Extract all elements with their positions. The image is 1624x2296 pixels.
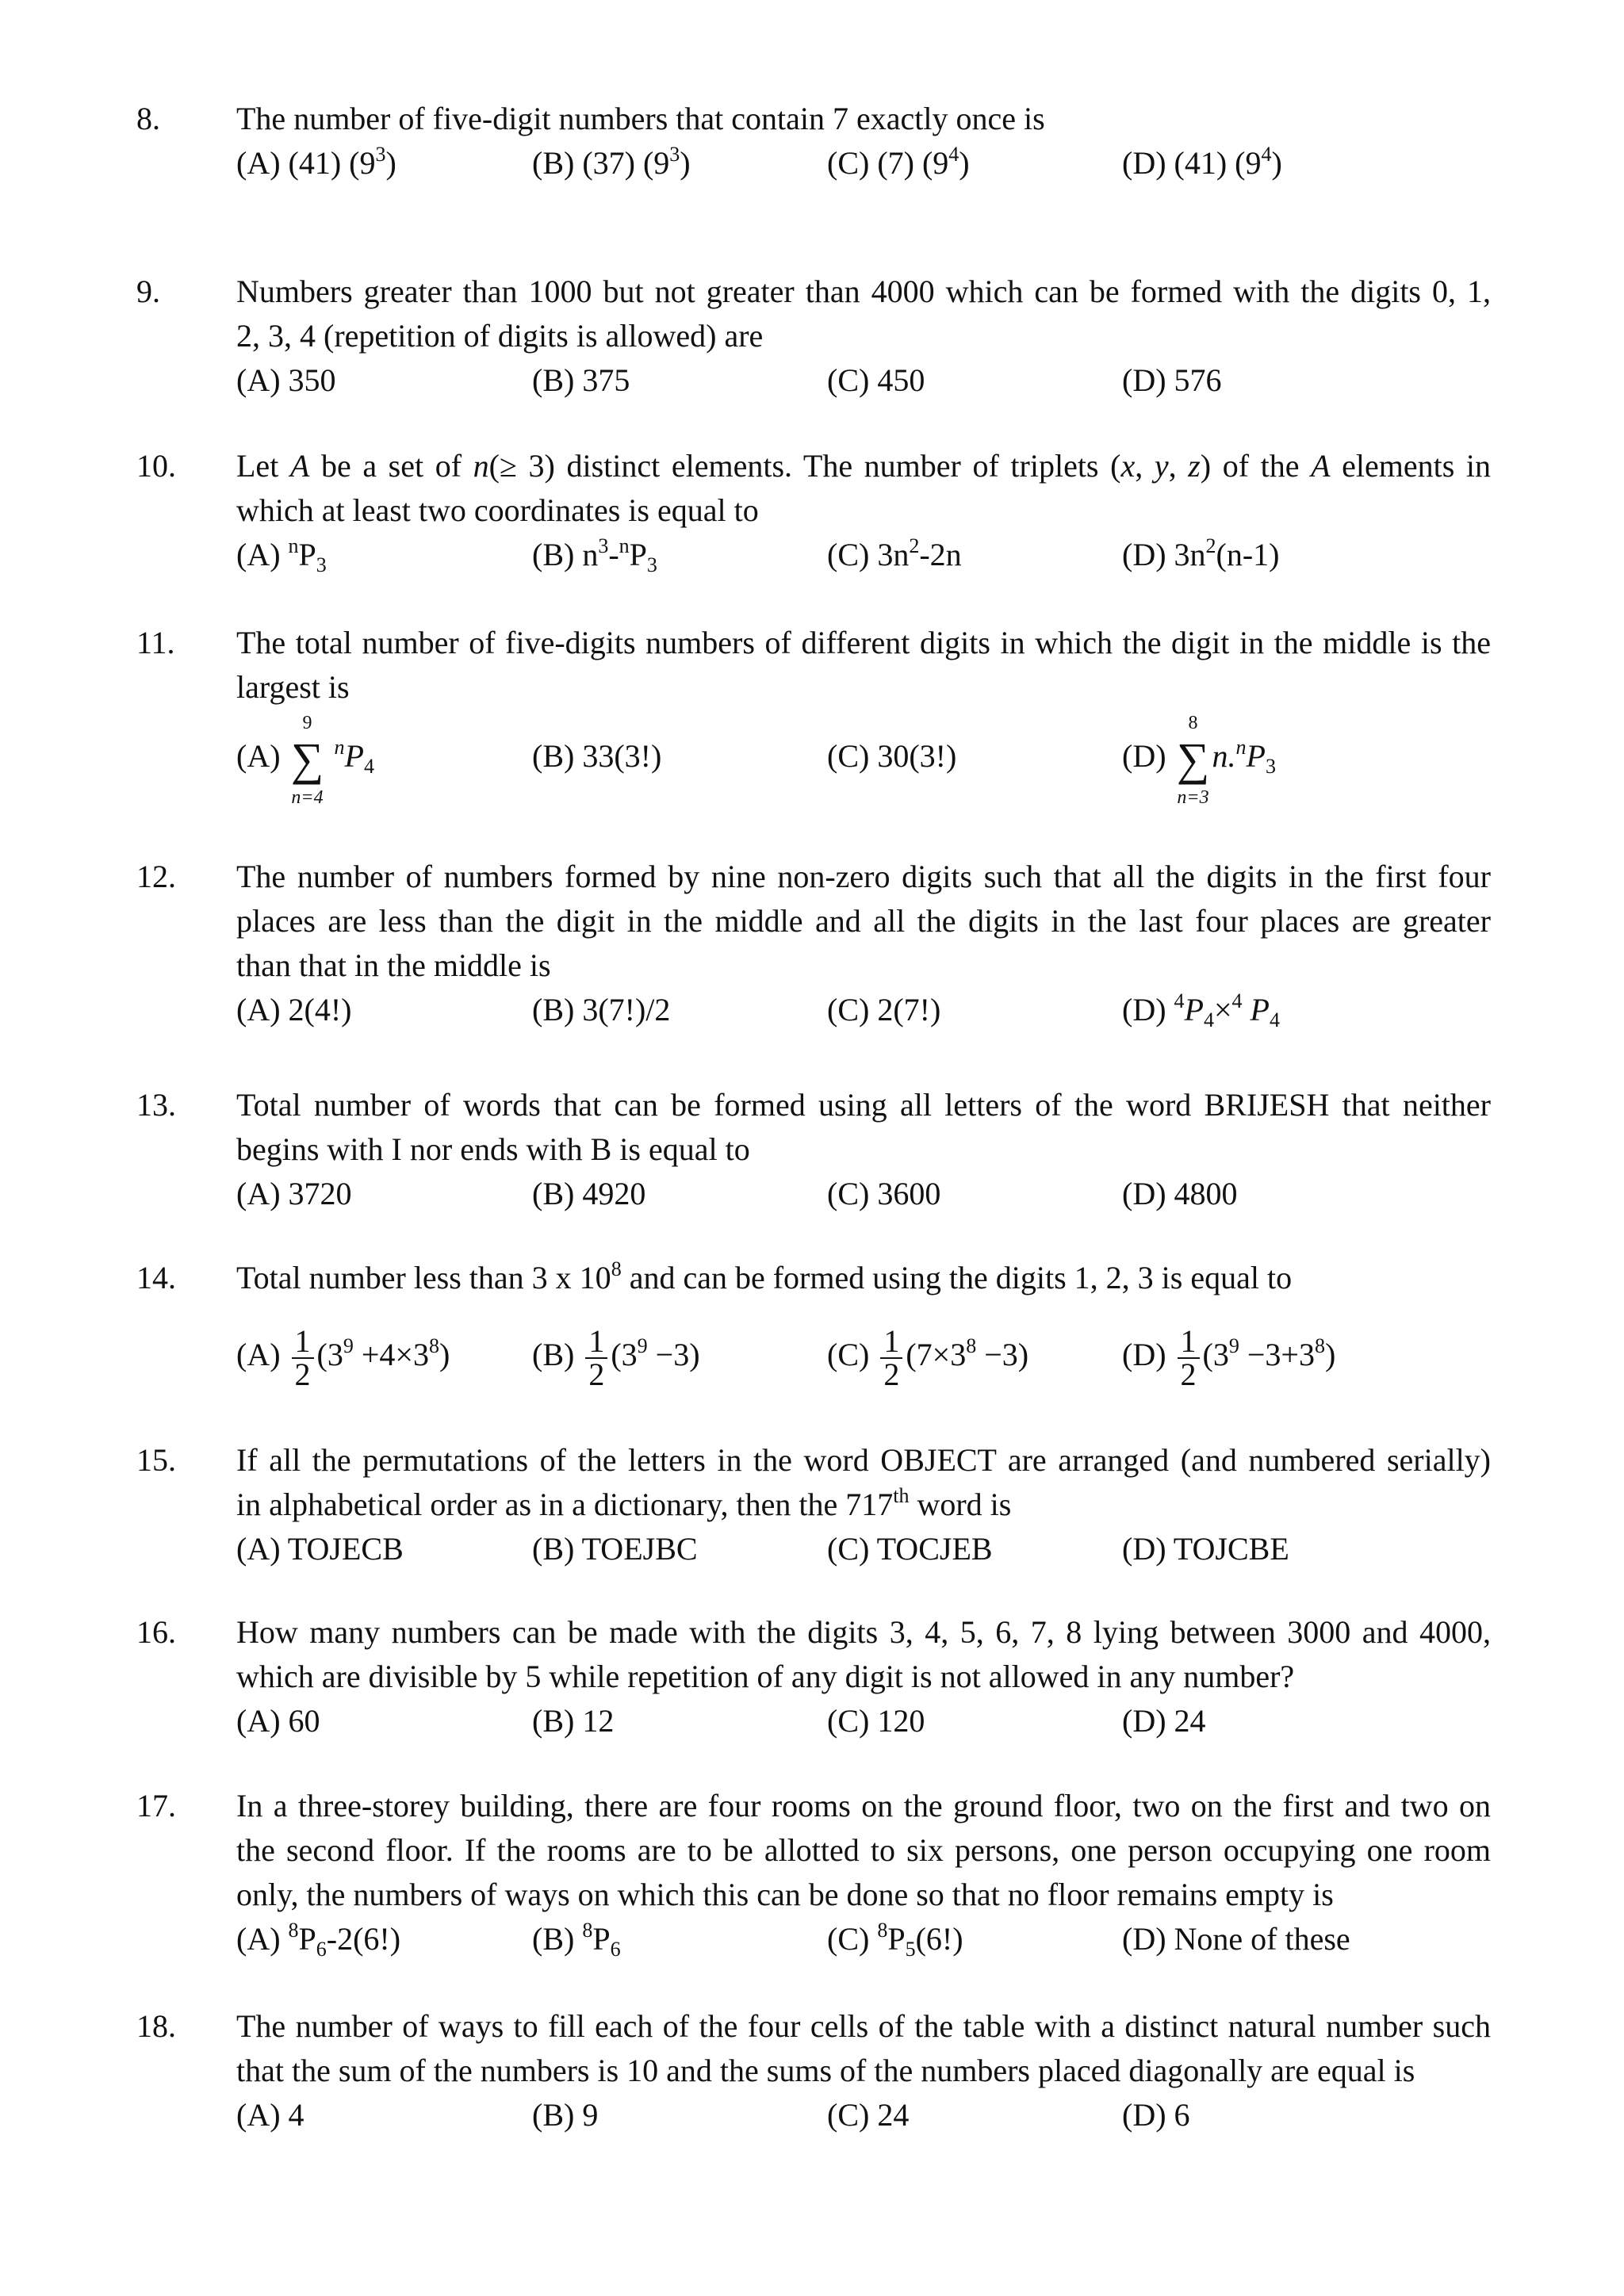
stem-line: Total number of words that can be formed using all letters of the word BRIJESH that neither bbox=[236, 1087, 1491, 1123]
stem-line: Total number less than 3 x $10^8$ and can be formed using the digits 1, 2, 3 is equal to bbox=[236, 1257, 1293, 1295]
question-number: 18. bbox=[136, 2008, 176, 2044]
stem-line: 2, 3, 4 (repetition of digits is allowed) are bbox=[236, 318, 764, 354]
question-stem bbox=[236, 270, 1491, 358]
option-b: (B) 3(7!)/2 bbox=[532, 992, 671, 1027]
option-b: (B) $n^3-^nP_3$ bbox=[532, 534, 657, 576]
question-number: 9. bbox=[136, 274, 160, 309]
question-stem bbox=[236, 444, 1491, 533]
option-c: (C) $^8P_5(6!)$ bbox=[827, 1919, 963, 1961]
option-a: (A) $^nP_3$ bbox=[236, 534, 327, 576]
option-d: (D) $\frac{1}{2}$ $(3^9 -3+3^8)$ bbox=[1122, 1323, 1336, 1392]
question-number: 14. bbox=[136, 1260, 176, 1295]
option-d: (D) 6 bbox=[1122, 2097, 1190, 2133]
stem-line: The number of ways to fill each of the four cells of the table with a distinct natural number such bbox=[236, 2008, 1491, 2044]
option-c: (C) 120 bbox=[827, 1703, 925, 1739]
option-c: (C) 24 bbox=[827, 2097, 910, 2133]
option-c: (C) 3600 bbox=[827, 1176, 941, 1211]
option-a: (A) 3720 bbox=[236, 1176, 352, 1211]
stem-line: which at least two coordinates is equal to bbox=[236, 492, 759, 528]
question-stem bbox=[236, 621, 1491, 710]
option-c: (C) 450 bbox=[827, 362, 925, 398]
option-c: (C) $3n^2-2n$ bbox=[827, 534, 962, 572]
question-number: 17. bbox=[136, 1788, 176, 1823]
option-c: (C) 2(7!) bbox=[827, 992, 941, 1027]
option-d: (D) 8 ∑ n=3 $n.^nP_3$ bbox=[1122, 712, 1276, 808]
stem-line: the second floor. If the rooms are to be allotted to six persons, one person occupying one room bbox=[236, 1832, 1491, 1868]
question-number: 12. bbox=[136, 859, 176, 894]
option-a: (A) $\frac{1}{2}$ $(3^9 +4\times 3^8)$ bbox=[236, 1323, 450, 1392]
option-b: (B) 9 bbox=[532, 2097, 599, 2133]
stem-line: in alphabetical order as in a dictionary, then the 717th word is bbox=[236, 1484, 1012, 1522]
option-a: (A) TOJECB bbox=[236, 1531, 404, 1567]
stem-line: The total number of five-digits numbers of different digits in which the digit in the middle is the bbox=[236, 625, 1491, 660]
question-number: 8. bbox=[136, 101, 160, 136]
question-stem bbox=[236, 1784, 1491, 1917]
question-number: 11. bbox=[136, 625, 175, 660]
stem-line: Numbers greater than 1000 but not greater than 4000 which can be formed with the digits 0, 1, bbox=[236, 274, 1491, 309]
stem-line: In a three-storey building, there are four rooms on the ground floor, two on the first and two on bbox=[236, 1788, 1491, 1823]
option-a: (A) 2(4!) bbox=[236, 992, 352, 1027]
question-stem bbox=[236, 1083, 1491, 1172]
stem-line: Let A be a set of n(≥ 3) distinct elements. The number of triplets (x, y, z) of the A elements in bbox=[236, 448, 1492, 484]
stem-line: begins with I nor ends with B is equal to bbox=[236, 1131, 750, 1167]
option-a: (A) 60 bbox=[236, 1703, 320, 1739]
option-d: (D) 4800 bbox=[1122, 1176, 1238, 1211]
stem-line: How many numbers can be made with the digits 3, 4, 5, 6, 7, 8 lying between 3000 and 4000, bbox=[236, 1614, 1491, 1650]
stem-line: than that in the middle is bbox=[236, 947, 551, 983]
question-number: 10. bbox=[136, 448, 176, 484]
option-a: (A) 350 bbox=[236, 362, 336, 398]
option-c: (C) TOCJEB bbox=[827, 1531, 993, 1567]
question-stem bbox=[236, 97, 1491, 141]
option-d: (D) $3n^2(n-1)$ bbox=[1122, 534, 1280, 572]
question-stem bbox=[236, 1256, 1491, 1304]
option-b: (B) (37) $(9^3)$ bbox=[532, 143, 691, 181]
stem-line: The number of numbers formed by nine non-zero digits such that all the digits in the first four bbox=[236, 859, 1491, 894]
stem-line: only, the numbers of ways on which this can be done so that no floor remains empty is bbox=[236, 1877, 1334, 1912]
stem-line: which are divisible by 5 while repetition of any digit is not allowed in any number? bbox=[236, 1659, 1295, 1694]
option-a: (A) $^8P_6-2(6!)$ bbox=[236, 1919, 401, 1961]
stem-line: places are less than the digit in the middle and all the digits in the last four places are greater bbox=[236, 903, 1491, 939]
option-d: (D) None of these bbox=[1122, 1921, 1350, 1957]
option-b: (B) 12 bbox=[532, 1703, 615, 1739]
option-d: (D) TOJCBE bbox=[1122, 1531, 1289, 1567]
question-number: 13. bbox=[136, 1087, 176, 1123]
option-a: (A) (41) $(9^3)$ bbox=[236, 143, 396, 181]
option-b: (B) TOEJBC bbox=[532, 1531, 698, 1567]
option-d: (D) $^4P_4\times^4$ $P_4$ bbox=[1122, 989, 1280, 1031]
option-d: (D) 576 bbox=[1122, 362, 1222, 398]
option-b: (B) 375 bbox=[532, 362, 630, 398]
stem-line: largest is bbox=[236, 669, 350, 705]
option-c: (C) (7) $(9^4)$ bbox=[827, 143, 970, 181]
option-c: (C) $\frac{1}{2}$ $(7\times 3^8 -3)$ bbox=[827, 1323, 1029, 1392]
question-stem bbox=[236, 1610, 1491, 1699]
option-a: (A) 4 bbox=[236, 2097, 304, 2133]
option-b: (B) 33(3!) bbox=[532, 738, 662, 774]
option-b: (B) $^8P_6$ bbox=[532, 1919, 621, 1961]
question-number: 16. bbox=[136, 1614, 176, 1650]
option-d: (D) 24 bbox=[1122, 1703, 1206, 1739]
option-b: (B) $\frac{1}{2}$ $(3^9 -3)$ bbox=[532, 1323, 700, 1392]
question-stem bbox=[236, 1438, 1491, 1531]
option-a: (A) 9 ∑ n=4 $^nP_4$ bbox=[236, 712, 374, 808]
option-d: (D) (41) $(9^4)$ bbox=[1122, 143, 1282, 181]
option-c: (C) 30(3!) bbox=[827, 738, 957, 774]
question-stem bbox=[236, 855, 1491, 988]
question-number: 15. bbox=[136, 1442, 176, 1478]
option-b: (B) 4920 bbox=[532, 1176, 646, 1211]
stem-line: The number of five-digit numbers that contain 7 exactly once is bbox=[236, 101, 1045, 136]
stem-line: If all the permutations of the letters in the word OBJECT are arranged (and numbered serially) bbox=[236, 1442, 1491, 1478]
stem-line: that the sum of the numbers is 10 and the sums of the numbers placed diagonally are equal is bbox=[236, 2053, 1415, 2088]
question-stem bbox=[236, 2004, 1491, 2093]
